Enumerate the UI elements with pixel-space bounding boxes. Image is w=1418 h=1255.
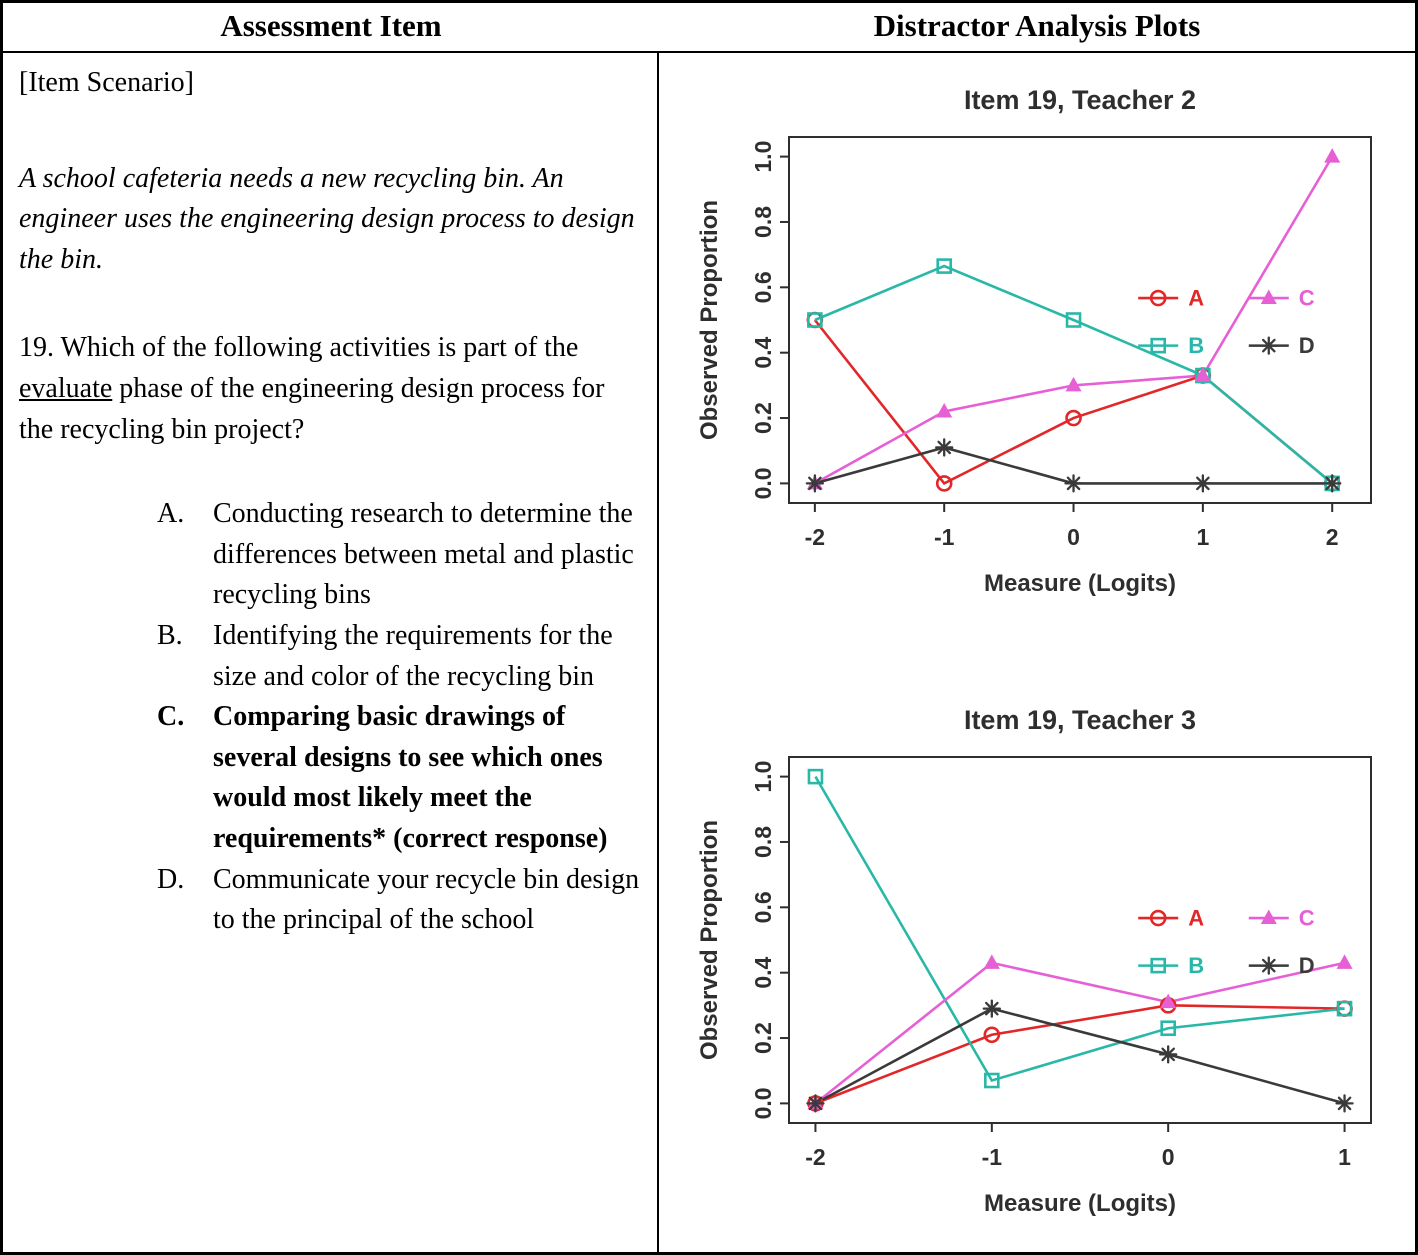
svg-text:-2: -2 — [805, 1144, 826, 1170]
answer-options-list — [157, 494, 641, 941]
option-text: Comparing basic drawings of several designs to see which ones would most likely meet the requirements* (correct response) — [213, 701, 608, 854]
svg-text:1.0: 1.0 — [750, 760, 776, 793]
svg-text:A: A — [1188, 905, 1205, 931]
chart-item19-teacher3 — [677, 695, 1397, 1235]
svg-text:B: B — [1188, 333, 1205, 359]
distractor-plots-cell — [659, 53, 1415, 1252]
svg-text:Observed Proportion: Observed Proportion — [696, 199, 723, 441]
column-header-distractor-plots: Distractor Analysis Plots — [873, 8, 1201, 43]
svg-text:0.8: 0.8 — [750, 205, 776, 238]
svg-text:0.2: 0.2 — [750, 1022, 776, 1055]
svg-text:0.2: 0.2 — [750, 402, 776, 435]
svg-text:0: 0 — [1067, 524, 1080, 550]
svg-text:0.6: 0.6 — [750, 891, 776, 924]
line-chart-teacher2 — [677, 75, 1397, 615]
svg-text:Observed Proportion: Observed Proportion — [696, 819, 723, 1061]
line-chart-teacher3 — [677, 695, 1397, 1235]
svg-text:-1: -1 — [981, 1144, 1003, 1170]
question-suffix: phase of the engineering design process for the recycling bin project? — [19, 372, 605, 445]
question-text — [19, 328, 641, 450]
option-text: Conducting research to determine the differences between metal and plastic recycling bins — [213, 498, 634, 611]
chart-item19-teacher2 — [677, 75, 1397, 615]
svg-text:-1: -1 — [933, 524, 955, 550]
svg-text:Measure (Logits): Measure (Logits) — [983, 1190, 1177, 1217]
svg-text:0.4: 0.4 — [750, 336, 776, 369]
question-prefix: 19. Which of the following activities is part of the — [19, 332, 579, 364]
svg-text:B: B — [1188, 953, 1205, 979]
svg-text:0: 0 — [1161, 1144, 1175, 1170]
answer-option-c-correct — [157, 697, 641, 859]
svg-text:C: C — [1298, 905, 1315, 931]
svg-text:C: C — [1298, 285, 1315, 311]
option-text: Communicate your recycle bin design to the principal of the school — [213, 863, 640, 936]
answer-option-b — [157, 616, 641, 697]
option-text: Identifying the requirements for the size and color of the recycling bin — [213, 619, 613, 692]
svg-text:0.0: 0.0 — [750, 1087, 776, 1120]
option-letter: D. — [157, 863, 185, 895]
svg-text:1: 1 — [1338, 1144, 1351, 1170]
answer-option-d — [157, 860, 641, 941]
svg-text:-2: -2 — [804, 524, 826, 550]
svg-text:0.8: 0.8 — [750, 825, 776, 858]
svg-text:Item 19, Teacher 2: Item 19, Teacher 2 — [963, 85, 1197, 115]
item-scenario-label: [Item Scenario] — [19, 67, 194, 98]
table-body-row — [3, 53, 1415, 1252]
svg-text:Measure (Logits): Measure (Logits) — [983, 570, 1177, 597]
svg-text:2: 2 — [1325, 524, 1339, 550]
svg-text:1.0: 1.0 — [750, 140, 776, 173]
question-underlined-word: evaluate — [19, 372, 113, 404]
svg-text:0.4: 0.4 — [750, 956, 776, 989]
option-letter: B. — [157, 619, 183, 651]
svg-text:Item 19, Teacher 3: Item 19, Teacher 3 — [963, 705, 1197, 735]
option-letter: C. — [157, 701, 185, 733]
assessment-item-cell — [3, 53, 659, 1252]
svg-text:D: D — [1298, 953, 1315, 979]
svg-text:0.6: 0.6 — [750, 271, 776, 304]
svg-text:1: 1 — [1196, 524, 1210, 550]
answer-option-a — [157, 494, 641, 616]
svg-text:D: D — [1298, 333, 1315, 359]
option-letter: A. — [157, 498, 185, 530]
column-header-assessment-item: Assessment Item — [220, 8, 442, 43]
item-scenario-text: A school cafeteria needs a new recycling bin. An engineer uses the engineering design process to design the bin. — [19, 162, 635, 275]
svg-text:0.0: 0.0 — [750, 467, 776, 500]
table-header-row — [3, 3, 1415, 53]
svg-text:A: A — [1188, 285, 1205, 311]
